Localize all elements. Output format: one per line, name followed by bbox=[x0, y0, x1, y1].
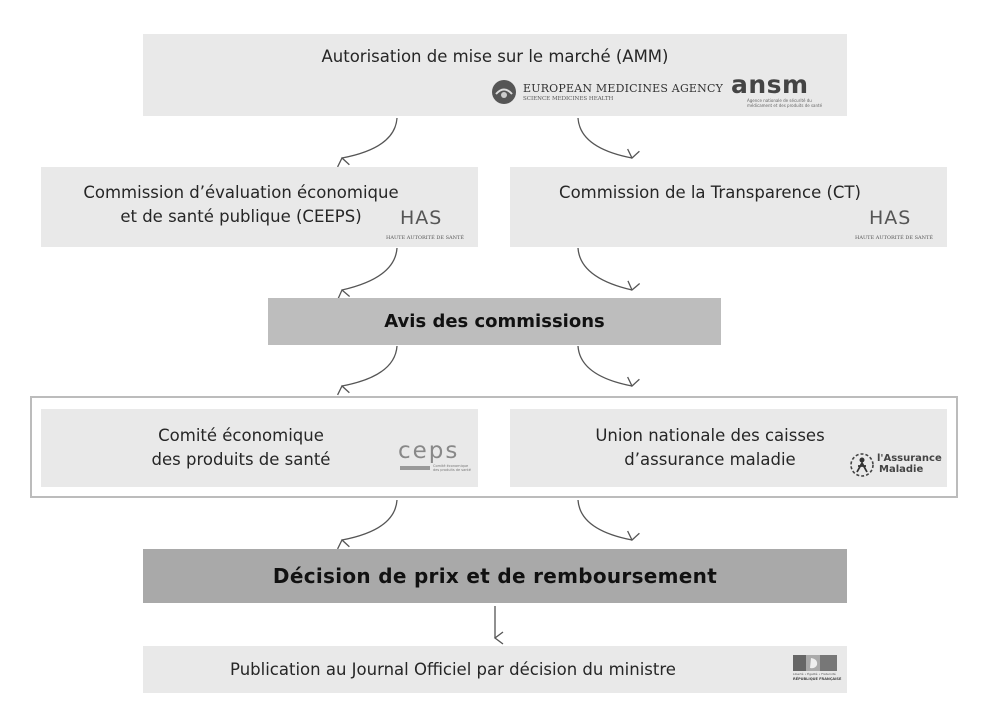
assurance-maladie-emblem-icon bbox=[848, 451, 876, 479]
ceps-logo bbox=[398, 438, 478, 482]
has-logo-ct bbox=[855, 209, 943, 243]
ceps-label-line1: Comité économique bbox=[158, 426, 324, 445]
ema-logo bbox=[491, 79, 724, 107]
uncam-label-line1: Union nationale des caisses bbox=[595, 426, 825, 445]
ceps-label bbox=[41, 424, 441, 472]
arrow-amm-to-ceeps bbox=[342, 118, 397, 158]
republique-francaise-logo bbox=[793, 655, 841, 685]
ansm-name: ansm bbox=[731, 70, 809, 99]
ema-tagline: SCIENCE MEDICINES HEALTH bbox=[523, 96, 614, 102]
avis-box bbox=[268, 298, 721, 345]
avis-label: Avis des commissions bbox=[384, 311, 605, 332]
amm-label: Autorisation de mise sur le marché (AMM) bbox=[321, 47, 669, 66]
uncam-box bbox=[510, 409, 947, 487]
has-name: HAS bbox=[400, 207, 443, 229]
amm-box bbox=[143, 34, 847, 116]
ceeps-label-line1: Commission d’évaluation économique bbox=[83, 183, 399, 202]
assurance-maladie-logo bbox=[848, 451, 944, 481]
arrow-ceeps-to-avis bbox=[342, 248, 397, 290]
ceps-tagline: Comité économique des produits de santé bbox=[433, 464, 471, 472]
ceeps-label-line2: et de santé publique (CEEPS) bbox=[120, 207, 362, 226]
assurance-maladie-name1: l'Assurance bbox=[877, 453, 942, 464]
ansm-logo bbox=[731, 70, 836, 112]
ceps-label-line2: des produits de santé bbox=[151, 450, 331, 469]
ceps-box bbox=[41, 409, 478, 487]
arrow-avis-to-uncam bbox=[578, 346, 632, 386]
arrow-group-to-decision-left bbox=[342, 500, 397, 540]
ceeps-label bbox=[41, 181, 441, 229]
ct-box bbox=[510, 167, 947, 247]
assurance-maladie-name2: Maladie bbox=[879, 464, 924, 475]
has-tagline: HAUTE AUTORITÉ DE SANTÉ bbox=[855, 235, 933, 241]
ema-emblem-icon bbox=[491, 79, 517, 105]
decision-label: Décision de prix et de remboursement bbox=[272, 564, 718, 588]
has-tagline: HAUTE AUTORITÉ DE SANTÉ bbox=[386, 235, 464, 241]
ema-name: EUROPEAN MEDICINES AGENCY bbox=[523, 82, 724, 95]
has-logo-ceeps bbox=[386, 209, 474, 243]
ansm-tagline: Agence nationale de sécurité du médicament et des produits de santé bbox=[747, 98, 823, 108]
ct-label: Commission de la Transparence (CT) bbox=[559, 183, 861, 202]
has-name: HAS bbox=[869, 207, 912, 229]
republique-name: RÉPUBLIQUE FRANÇAISE bbox=[793, 677, 842, 681]
arrow-avis-to-ceps bbox=[342, 346, 397, 386]
ceeps-box bbox=[41, 167, 478, 247]
arrow-amm-to-ct bbox=[578, 118, 632, 158]
ceps-underline bbox=[400, 466, 430, 470]
uncam-label-line2: d’assurance maladie bbox=[624, 450, 796, 469]
publication-label: Publication au Journal Officiel par décision du ministre bbox=[230, 660, 676, 679]
decision-box bbox=[143, 549, 847, 603]
marianne-icon bbox=[793, 655, 837, 671]
arrow-ct-to-avis bbox=[578, 248, 632, 290]
publication-box bbox=[143, 646, 847, 693]
republique-tagline: Liberté • Égalité • Fraternité bbox=[793, 672, 836, 676]
ceps-name: ceps bbox=[398, 438, 460, 464]
arrow-group-to-decision-right bbox=[578, 500, 632, 540]
